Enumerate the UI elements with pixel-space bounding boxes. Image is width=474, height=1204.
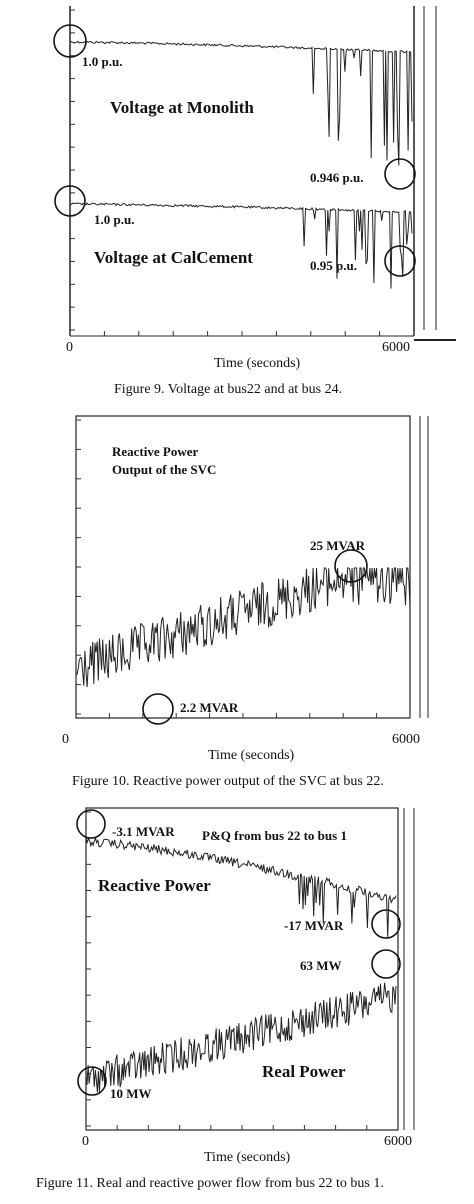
fig10-title-line2: Output of the SVC [112, 462, 217, 477]
fig11-circle-q-end [372, 910, 400, 938]
fig11-p-start-label: 10 MW [110, 1086, 152, 1101]
fig9-series2-start-label: 1.0 p.u. [94, 212, 135, 227]
fig11-x-tick-0: 0 [82, 1134, 89, 1149]
fig10-circle-high [335, 550, 367, 582]
fig11-circle-q-start [77, 810, 105, 838]
fig11-q-end-label: -17 MVAR [284, 918, 344, 933]
fig11-x-tick-6000: 6000 [384, 1134, 412, 1149]
fig10-x-axis-label: Time (seconds) [208, 748, 295, 763]
fig9-caption: Figure 9. Voltage at bus22 and at bus 24. [114, 382, 343, 397]
fig10-circle-low [143, 694, 173, 724]
fig10-caption: Figure 10. Reactive power output of the SVC at bus 22. [72, 774, 384, 789]
fig11-circle-p-start [78, 1067, 106, 1095]
signal-traces [70, 41, 412, 1092]
fig9-x-tick-0: 0 [66, 340, 73, 355]
fig9-x-axis-label: Time (seconds) [214, 356, 301, 371]
fig9-x-tick-6000: 6000 [382, 340, 410, 355]
fig11-circle-p-end [372, 950, 400, 978]
fig11-x-axis-label: Time (seconds) [204, 1150, 291, 1165]
fig11-title: P&Q from bus 22 to bus 1 [202, 828, 347, 843]
fig10-title-line1: Reactive Power [112, 444, 199, 459]
fig9-series1-name: Voltage at Monolith [110, 98, 254, 117]
fig9-series2-name: Voltage at CalCement [94, 248, 253, 267]
fig11-caption: Figure 11. Real and reactive power flow from bus 22 to bus 1. [36, 1176, 384, 1191]
fig9-series2-end-label: 0.95 p.u. [310, 258, 357, 273]
fig9-frame [70, 6, 456, 340]
fig10-high-label: 25 MVAR [310, 538, 366, 553]
fig11-frame [86, 808, 414, 1130]
fig10-x-tick-6000: 6000 [392, 732, 420, 747]
fig11-q-start-label: -3.1 MVAR [112, 824, 175, 839]
fig11-reactive-name: Reactive Power [98, 876, 211, 895]
fig10-x-tick-0: 0 [62, 732, 69, 747]
fig9-series1-end-label: 0.946 p.u. [310, 170, 364, 185]
fig11-real-trace [86, 983, 396, 1093]
fig9-circle-monolith-end [385, 159, 415, 189]
fig10-low-label: 2.2 MVAR [180, 700, 239, 715]
fig11-p-end-label: 63 MW [300, 958, 342, 973]
fig9-series1-start-label: 1.0 p.u. [82, 54, 123, 69]
fig10-svc-trace [76, 568, 410, 687]
fig11-real-name: Real Power [262, 1062, 346, 1081]
